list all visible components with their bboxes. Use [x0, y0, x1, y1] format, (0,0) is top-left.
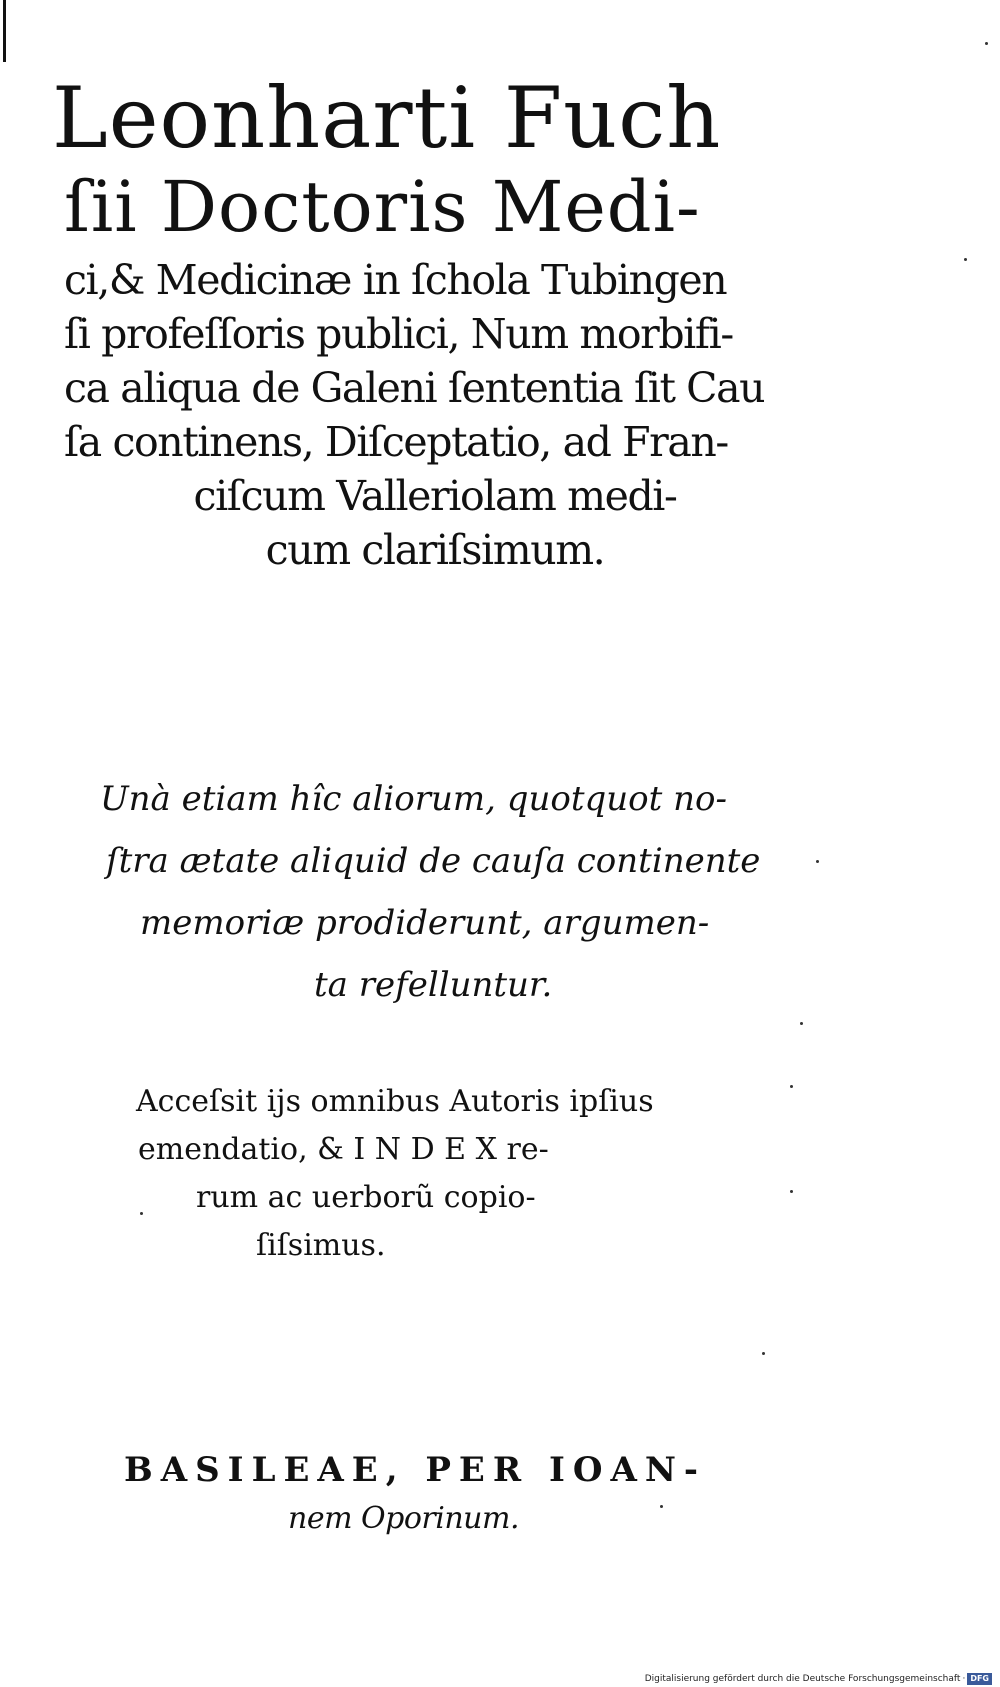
title-line: ſa continens, Diſceptatio, ad Fran-	[64, 418, 728, 466]
title-line: ca aliqua de Galeni ſententia ſit Cau	[64, 364, 765, 412]
title-line: cum clariſsimum.	[265, 526, 605, 574]
title-line: Leonharti Fuch	[52, 69, 722, 167]
scan-speck	[816, 860, 819, 863]
accessit-note	[136, 1078, 776, 1270]
scan-speck	[964, 258, 967, 261]
credit-separator: ·	[962, 1674, 966, 1684]
subtitle-line: ſtra ætate aliquid de cauſa continente	[106, 841, 761, 881]
scan-speck	[985, 42, 988, 45]
subtitle-line: memoriæ prodiderunt, argumen-	[140, 903, 710, 943]
digitization-credit	[645, 1673, 992, 1685]
accessit-line: Acceſsit ijs omnibus Autoris ipſius	[136, 1084, 654, 1119]
imprint-printer: nem Oporinum.	[288, 1501, 519, 1536]
page-edge-mark	[3, 0, 6, 62]
subtitle-line: Unà etiam hîc aliorum, quotquot no-	[100, 779, 727, 819]
imprint	[124, 1445, 744, 1543]
title-line: ſi profeſſoris publici, Num morbifi-	[64, 310, 733, 358]
dfg-logo: DFG	[967, 1673, 992, 1685]
scan-speck	[800, 1022, 803, 1025]
title-line: ciſcum Valleriolam medi-	[193, 472, 677, 520]
title-block	[40, 69, 840, 577]
accessit-line: ſiſsimus.	[256, 1228, 386, 1263]
credit-text: Digitalisierung gefördert durch die Deutsche Forschungsgemeinschaft	[644, 1674, 961, 1684]
subtitle-italic	[100, 768, 780, 1016]
imprint-city: BASILEAE, PER IOAN-	[124, 1450, 707, 1490]
title-line: ci,& Medicinæ in ſchola Tubingen	[64, 256, 727, 304]
scan-speck	[762, 1352, 765, 1355]
accessit-line: emendatio, & I N D E X re-	[138, 1132, 549, 1167]
scan-speck	[790, 1085, 793, 1088]
accessit-line: rum ac uerborũ copio-	[196, 1180, 536, 1215]
title-line: ſii Doctoris Medi-	[64, 166, 701, 248]
subtitle-line: ta refelluntur.	[314, 965, 553, 1005]
scan-speck	[790, 1190, 793, 1193]
